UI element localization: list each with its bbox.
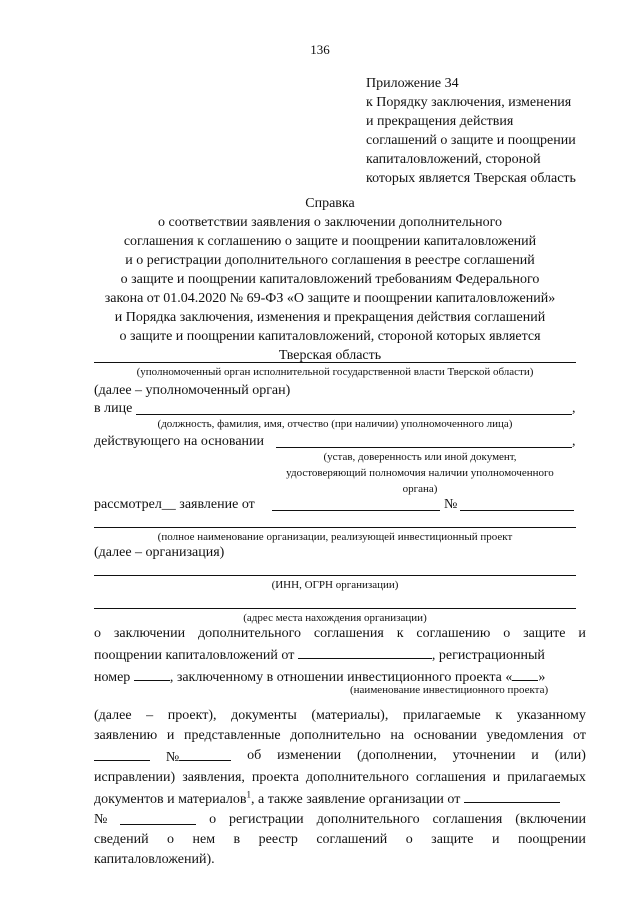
word: представленные xyxy=(183,728,281,743)
title-line: Тверская область xyxy=(278,348,382,363)
basis-hint: (устав, доверенность или иной документ, xyxy=(323,451,517,463)
text-fragment: , заключенному в отношении инвестиционного проекта « xyxy=(169,670,513,685)
word: соглашения xyxy=(415,770,486,785)
paragraph-line xyxy=(94,624,586,644)
organization-blank[interactable] xyxy=(94,527,576,528)
appendix-line: Приложение 34 xyxy=(366,76,459,91)
title-line: соглашения к соглашению о защите и поощрении капиталовложений xyxy=(123,234,537,249)
title-line: и о регистрации дополнительного соглашения в реестре соглашений xyxy=(125,253,535,268)
text-fragment: , а также заявление организации от xyxy=(251,792,461,807)
basis-label: действующего на основании xyxy=(94,434,265,449)
word: заключении xyxy=(113,626,186,641)
word: (дополнении, xyxy=(357,748,437,763)
address-hint: (адрес места нахождения организации) xyxy=(243,612,427,624)
paragraph-line xyxy=(94,726,586,746)
appendix-line: и прекращения действия xyxy=(366,114,514,129)
word: проект), xyxy=(167,708,217,723)
word: защите xyxy=(523,626,566,641)
registration-number-blank[interactable] xyxy=(134,666,170,681)
word: прилагаемых xyxy=(507,770,586,785)
word: поощрении xyxy=(517,832,586,847)
word: (далее xyxy=(94,708,132,723)
word: дополнительного xyxy=(305,770,409,785)
notification-date-blank[interactable] xyxy=(94,746,150,761)
paragraph-line xyxy=(94,746,586,768)
project-hint: (наименование инвестиционного проекта) xyxy=(350,684,549,696)
word: соглашения xyxy=(432,812,503,827)
word: от xyxy=(573,728,586,743)
inn-ogrn-hint: (ИНН, ОГРН организации) xyxy=(271,579,399,591)
paragraph-line xyxy=(94,706,586,726)
text-fragment: поощрении капиталовложений от xyxy=(94,648,295,663)
authority-blank[interactable] xyxy=(94,362,576,363)
word: и xyxy=(166,728,175,743)
word: указанному xyxy=(516,708,586,723)
title-line: о соответствии заявления о заключении дополнительного xyxy=(157,215,503,230)
word: о xyxy=(94,626,101,641)
word: в xyxy=(233,832,241,847)
inn-ogrn-blank[interactable] xyxy=(94,575,576,576)
application-number-blank[interactable] xyxy=(460,510,574,511)
person-hint: (должность, фамилия, имя, отчество (при наличии) уполномоченного лица) xyxy=(157,418,513,430)
text-fragment: номер xyxy=(94,670,131,685)
number-sign: № xyxy=(444,497,458,512)
word: нем xyxy=(192,832,216,847)
word: дополнительного xyxy=(316,812,420,827)
word: прилагаемые xyxy=(402,708,481,723)
authority-hint: (уполномоченный орган исполнительной государственной власти Тверской области) xyxy=(136,366,534,378)
page-number: 136 xyxy=(310,42,330,57)
title-line: и Порядка заключения, изменения и прекращения действия соглашений xyxy=(114,310,546,325)
person-blank[interactable] xyxy=(136,414,572,415)
word: (материалы), xyxy=(311,708,389,723)
address-blank[interactable] xyxy=(94,608,576,609)
application-date-blank[interactable] xyxy=(272,510,440,511)
agreement-date-blank[interactable] xyxy=(298,644,432,659)
word: соглашению xyxy=(416,626,491,641)
footnote-marker[interactable]: 1 xyxy=(246,789,252,800)
paragraph-line: капиталовложений). xyxy=(94,852,215,867)
appendix-line: которых является Тверская область xyxy=(366,171,576,186)
appendix-note xyxy=(366,74,576,188)
word: исправлении) xyxy=(94,770,176,785)
word: регистрации xyxy=(229,812,304,827)
word: дополнительно xyxy=(290,728,381,743)
title-heading: Справка xyxy=(305,196,355,211)
word: к xyxy=(495,708,503,723)
word: и xyxy=(578,626,586,641)
authority-alias: (далее – уполномоченный орган) xyxy=(94,383,291,398)
organization-alias: (далее – организация) xyxy=(94,545,225,560)
word: заявления, xyxy=(182,770,245,785)
basis-comma: , xyxy=(572,434,576,449)
word: реестр xyxy=(258,832,298,847)
text-fragment xyxy=(166,746,231,768)
document-title xyxy=(60,194,600,365)
word: защите xyxy=(431,832,474,847)
word: на xyxy=(390,728,405,743)
registration-application-date-blank[interactable] xyxy=(464,788,560,803)
word: о xyxy=(209,812,217,827)
word: – xyxy=(146,708,154,723)
basis-blank[interactable] xyxy=(276,447,572,448)
word: документы xyxy=(231,708,297,723)
word: основании xyxy=(413,728,477,743)
word: проекта xyxy=(251,770,299,785)
appendix-line: капиталовложений, стороной xyxy=(366,152,541,167)
word: и xyxy=(491,832,500,847)
organization-hint: (полное наименование организации, реализующей инвестиционный проект xyxy=(157,531,513,543)
paragraph-line xyxy=(94,810,586,830)
word: изменении xyxy=(277,748,342,763)
registration-application-number-blank[interactable] xyxy=(120,810,196,825)
basis-hint: органа) xyxy=(402,483,438,495)
text-fragment: документов и материалов xyxy=(94,792,247,807)
word: к xyxy=(396,626,404,641)
project-name-blank[interactable] xyxy=(512,666,538,681)
word: заявлению xyxy=(94,728,158,743)
number-sign: № xyxy=(94,812,108,827)
appendix-line: к Порядку заключения, изменения xyxy=(366,95,572,110)
paragraph-line xyxy=(94,830,586,850)
reviewed-label: рассмотрел__ заявление от xyxy=(94,497,255,512)
title-line: закона от 01.04.2020 № 69-ФЗ «О защите и поощрении капиталовложений» xyxy=(104,291,556,306)
word: уточнении xyxy=(452,748,516,763)
word: (или) xyxy=(554,748,586,763)
word: уведомления xyxy=(486,728,564,743)
number-sign: № xyxy=(165,750,180,765)
word: (включении xyxy=(515,812,586,827)
word: о xyxy=(167,832,175,847)
text-fragment: » xyxy=(538,670,546,685)
person-comma: , xyxy=(572,401,576,416)
word: и xyxy=(531,748,539,763)
word: об xyxy=(247,748,262,763)
appendix-line: соглашений о защите и поощрении xyxy=(366,133,576,148)
paragraph-line xyxy=(94,788,586,810)
paragraph-line xyxy=(94,644,586,666)
word: и xyxy=(492,770,501,785)
basis-hint: удостоверяющий полномочия наличии уполномоченного xyxy=(286,467,554,479)
paragraph-conclusion xyxy=(94,624,586,688)
word: соглашения xyxy=(313,626,384,641)
text-fragment: , регистрационный xyxy=(431,648,545,663)
title-line: о защите и поощрении капиталовложений, стороной которых является xyxy=(119,329,541,344)
title-line: о защите и поощрении капиталовложений требованиям Федерального xyxy=(120,272,540,287)
paragraph-line xyxy=(94,768,586,788)
word: о xyxy=(405,832,413,847)
person-label: в лице xyxy=(94,401,133,416)
notification-number-blank[interactable] xyxy=(179,746,231,761)
word: соглашений xyxy=(316,832,388,847)
word: дополнительного xyxy=(198,626,302,641)
word: сведений xyxy=(94,832,149,847)
word: о xyxy=(503,626,511,641)
paragraph-documents xyxy=(94,706,586,870)
